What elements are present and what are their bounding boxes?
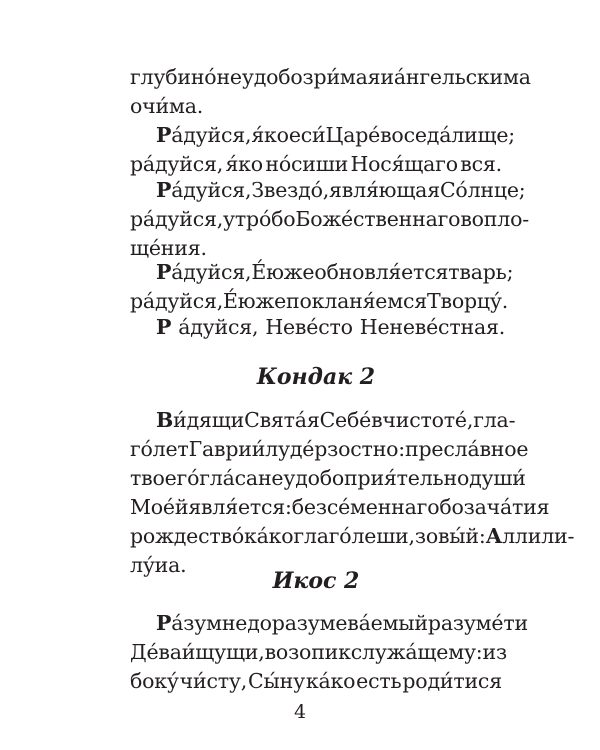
text-line: го́лет Гаврии́лу де́рзостно: пресла́вное: [130, 437, 529, 461]
ikos-2-heading: Икос 2: [272, 568, 360, 594]
text-line: Ра́зум недоразумева́емый разуме́ти: [156, 611, 528, 635]
text-line: ра́дуйся, утро́бо Боже́ственнаго вопло-: [130, 207, 529, 231]
drop-capital: Р: [156, 123, 172, 147]
chairetismos-2: [130, 176, 529, 263]
text-line: Ра́дуйся, Е́юже обновля́ется тварь;: [156, 260, 514, 284]
drop-capital: Р: [156, 178, 172, 202]
chairetismos-1: [130, 121, 516, 179]
text-line: ра́дуйся, я́ко но́сиши Нося́щаго вся.: [130, 152, 502, 176]
text-line: ра́дуйся, Е́юже покланя́емся Творцу́.: [130, 289, 509, 313]
drop-capital: В: [156, 408, 174, 432]
text-line: боку́ чи́сту, Сы́ну ка́ко есть роди́тися: [130, 669, 502, 693]
ikos-1-continuation: [130, 63, 531, 121]
text-line: твоего́ гла́са неудобоприя́тельно души́: [130, 466, 526, 490]
drop-capital: А: [485, 524, 503, 548]
chairetismos-4: [130, 313, 506, 342]
drop-capital: Р: [156, 260, 172, 284]
text-line: Р а́дуйся, Неве́сто Неневе́стная.: [156, 315, 506, 339]
text-line: Де́ва и́щущи, возопи к служа́щему: из: [130, 640, 507, 664]
text-line: ще́ния.: [130, 236, 207, 260]
chairetismos-3: [130, 258, 514, 316]
text-line: рождество́ ка́ко глаго́леши, зовы́й: Аллили-: [130, 524, 575, 548]
text-line: Ра́дуйся, я́ко еси́ Царе́во седа́лище;: [156, 123, 516, 147]
text-line: Мое́й явля́ется: безсе́меннаго бо зача́тия: [130, 495, 550, 519]
kondak-2-heading: Кондак 2: [256, 364, 376, 390]
text-line: очи́ма.: [130, 94, 204, 118]
ikos-2-body: [130, 609, 528, 696]
drop-capital: Р: [156, 315, 172, 339]
text-line: лу́иа.: [130, 553, 187, 577]
text-line: Ра́дуйся, Звездо́, явля́ющая Со́лнце;: [156, 178, 526, 202]
page-number: 4: [293, 701, 307, 723]
drop-capital: Р: [156, 611, 172, 635]
text-line: глубино́ неудобозри́мая и а́нгельскима: [130, 65, 531, 89]
text-line: Ви́дящи Свята́я Себе́ в чистоте́, гла-: [156, 408, 516, 432]
kondak-2-body: [130, 406, 575, 580]
